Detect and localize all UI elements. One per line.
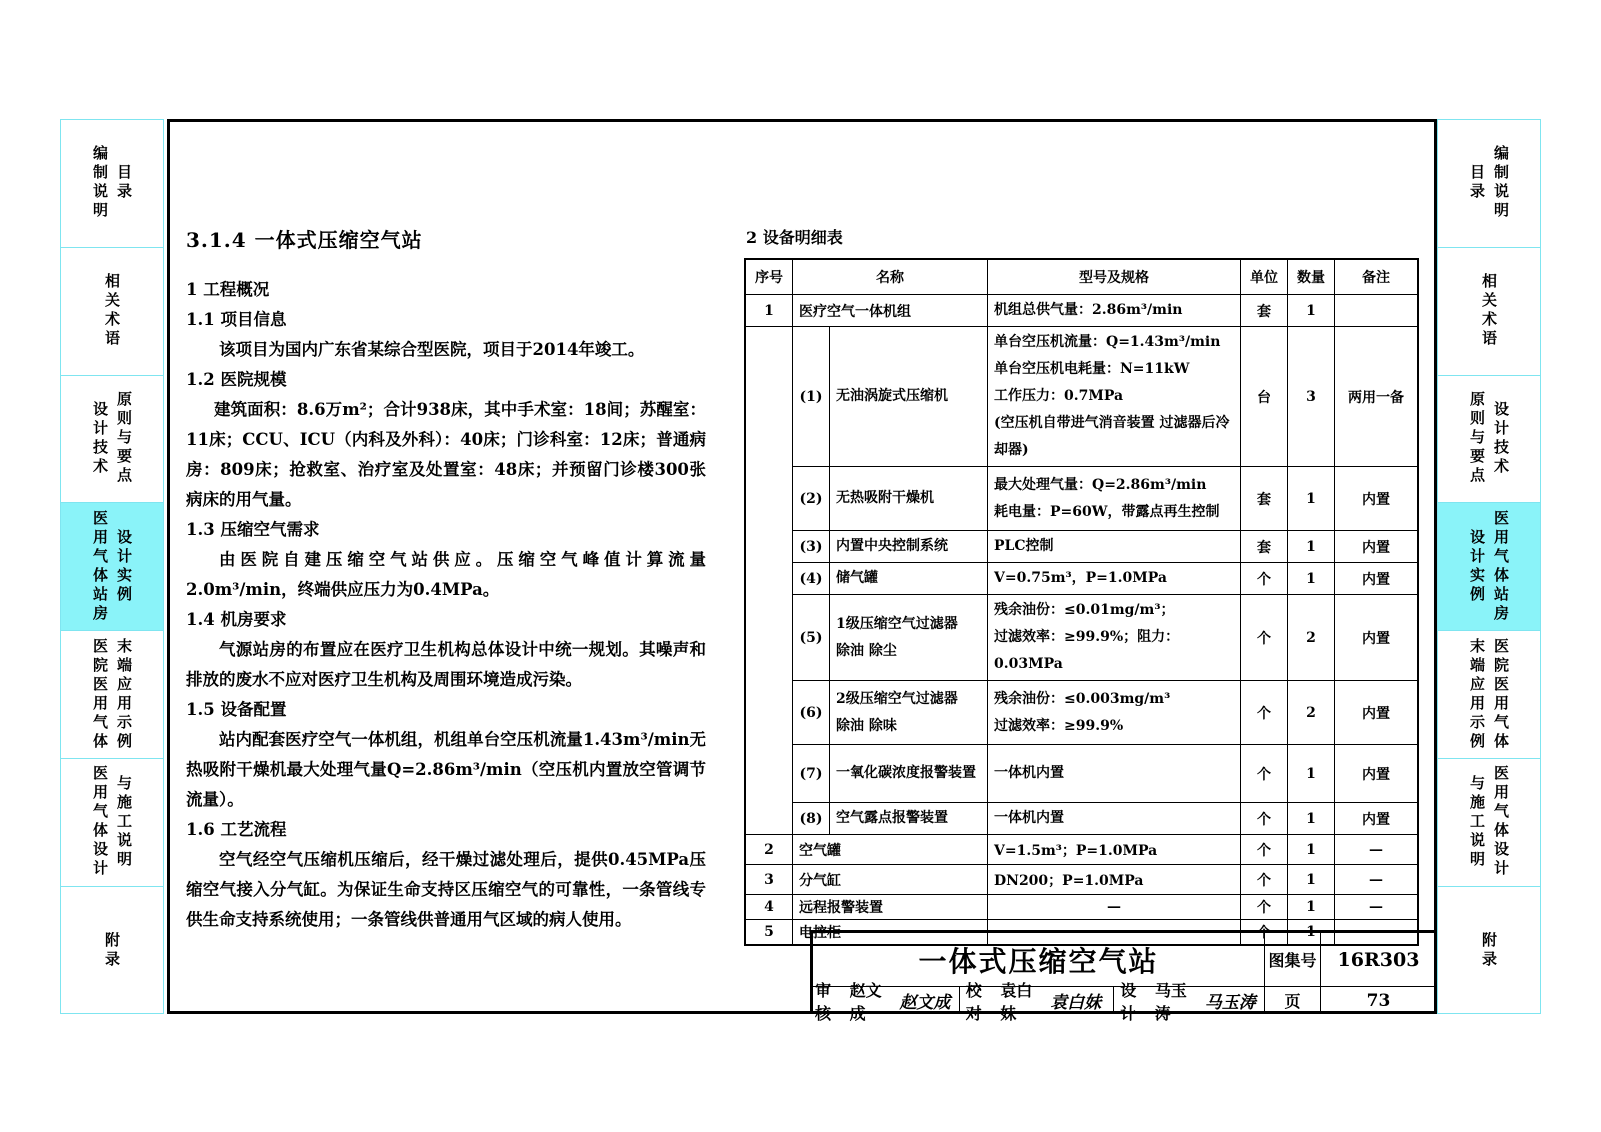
item-spec (988, 563, 1241, 595)
item-note: 两用一备 (1335, 327, 1419, 467)
right-sidebar-tab-7[interactable] (1438, 887, 1540, 1015)
tab-label: 与施工说明 (115, 774, 133, 870)
tab-label: 医用气体站房 (91, 509, 109, 624)
page-label: 页 (1265, 987, 1321, 1014)
table-subrow (745, 745, 1418, 803)
para-1-3: 由医院自建压缩空气站供应。压缩空气峰值计算流量2.0m³/min，终端供应压力为0.4MPa。 (186, 550, 706, 599)
item-unit: 个 (1241, 681, 1288, 745)
heading-1-3: 1.3 压缩空气需求 (186, 520, 320, 539)
left-sidebar-tab-2[interactable] (61, 248, 163, 376)
spec-line: 耗电量：P=60W，带露点再生控制 (994, 503, 1220, 520)
signature-row (813, 980, 1265, 1023)
item-note: 内置 (1335, 467, 1419, 531)
name-line: 除油 除尘 (836, 642, 897, 659)
table-header-row (745, 259, 1418, 295)
reviewer-label: 审核 (815, 980, 832, 1023)
item-spec: — (988, 895, 1241, 920)
heading-1-6: 1.6 工艺流程 (186, 820, 287, 839)
item-spec (988, 531, 1241, 563)
name-line: 除油 除味 (836, 717, 897, 734)
right-sidebar (1437, 119, 1541, 1014)
item-qty: 1 (1288, 865, 1335, 895)
spec-line: 单台空压机电耗量：N=11kW (994, 361, 1190, 377)
col-header-no: 序号 (745, 259, 793, 295)
left-sidebar-tab-6[interactable] (61, 759, 163, 887)
tab-label: 末端应用示例 (115, 637, 133, 752)
item-note: 内置 (1335, 595, 1419, 681)
reviewer-signature: 赵文成 (899, 993, 951, 1013)
left-sidebar-tab-1[interactable] (61, 120, 163, 248)
atlas-number: 16R303 (1321, 933, 1437, 987)
item-note: — (1335, 895, 1419, 920)
item-unit: 个 (1241, 865, 1288, 895)
item-spec: — (988, 920, 1241, 946)
item-note: 内置 (1335, 745, 1419, 803)
tab-label: 医院医用气体 (91, 637, 109, 752)
item-unit: 个 (1241, 745, 1288, 803)
table-caption: 2 设备明细表 (746, 228, 843, 247)
name-line: 无油涡旋式压缩机 (836, 388, 948, 404)
page-number: 73 (1321, 987, 1437, 1014)
spec-line: PLC控制 (994, 538, 1054, 554)
name-line: 空气露点报警装置 (836, 810, 948, 826)
col-header-name: 名称 (793, 259, 988, 295)
item-spec (988, 745, 1241, 803)
tab-label: 医用气体设计 (91, 765, 109, 880)
checker-name: 袁白妹 (1000, 980, 1033, 1023)
item-name (830, 745, 988, 803)
name-line: 无热吸附干燥机 (836, 490, 934, 506)
left-sidebar-tab-3[interactable] (61, 376, 163, 504)
row-number: 5 (745, 920, 793, 946)
heading-1-2: 1.2 医院规模 (186, 370, 287, 389)
designer-label: 设计 (1120, 980, 1137, 1023)
subrow-number: (2) (793, 467, 830, 531)
item-spec (988, 595, 1241, 681)
item-name (830, 467, 988, 531)
left-sidebar-tab-5[interactable] (61, 631, 163, 759)
tab-label: 与施工说明 (1468, 774, 1486, 870)
item-qty: 3 (1288, 327, 1335, 467)
item-unit: 套 (1241, 295, 1288, 327)
subrow-number: (7) (793, 745, 830, 803)
item-name (830, 531, 988, 563)
subrow-number: (3) (793, 531, 830, 563)
row-number: 4 (745, 895, 793, 920)
tab-label: 附录 (1480, 931, 1498, 970)
item-spec: V=1.5m³；P=1.0MPa (988, 835, 1241, 865)
tab-label: 设计实例 (1468, 528, 1486, 605)
item-name (830, 563, 988, 595)
col-header-unit: 单位 (1241, 259, 1288, 295)
designer-name: 马玉涛 (1154, 980, 1187, 1023)
right-sidebar-tab-6[interactable] (1438, 759, 1540, 887)
item-qty: 1 (1288, 745, 1335, 803)
right-sidebar-tab-3[interactable] (1438, 376, 1540, 504)
item-unit: 个 (1241, 595, 1288, 681)
heading-1-4: 1.4 机房要求 (186, 610, 287, 629)
item-qty: 1 (1288, 895, 1335, 920)
spec-line: 过滤效率：≥99.9%；阻力：0.03MPa (994, 629, 1180, 672)
tab-label: 编制说明 (1492, 145, 1510, 222)
tab-label: 编制说明 (91, 145, 109, 222)
item-unit: 个 (1241, 920, 1288, 946)
tab-label: 目录 (115, 164, 133, 203)
spec-line: (空压机自带进气消音装置 过滤器后冷却器) (994, 415, 1230, 458)
left-sidebar-tab-4[interactable] (61, 503, 163, 631)
item-name: 远程报警装置 (793, 895, 988, 920)
item-unit: 个 (1241, 835, 1288, 865)
item-qty: 1 (1288, 835, 1335, 865)
subrow-number: (4) (793, 563, 830, 595)
title-block (810, 930, 1437, 1023)
tab-label: 原则与要点 (115, 391, 133, 487)
item-name: 空气罐 (793, 835, 988, 865)
spec-line: 工作压力：0.7MPa (994, 388, 1124, 404)
item-unit: 个 (1241, 803, 1288, 835)
item-qty: 1 (1288, 563, 1335, 595)
item-spec (988, 467, 1241, 531)
right-sidebar-tab-4[interactable] (1438, 503, 1540, 631)
item-note: — (1335, 920, 1419, 946)
item-name (830, 595, 988, 681)
row-number: 1 (745, 295, 793, 327)
item-qty: 2 (1288, 681, 1335, 745)
section-title: 3.1.4 一体式压缩空气站 (186, 228, 423, 252)
table-subrow (745, 531, 1418, 563)
right-sidebar-tab-5[interactable] (1438, 631, 1540, 759)
heading-overview: 1 工程概况 (186, 280, 270, 299)
item-name: 医疗空气一体机组 (793, 295, 988, 327)
table-subrow (745, 327, 1418, 467)
tab-label: 设计技术 (1492, 400, 1510, 477)
item-qty: 1 (1288, 803, 1335, 835)
item-note: 内置 (1335, 803, 1419, 835)
spec-line: 单台空压机流量：Q=1.43m³/min (994, 334, 1221, 350)
item-qty: 1 (1288, 467, 1335, 531)
para-1-4: 气源站房的布置应在医疗卫生机构总体设计中统一规划。其噪声和排放的废水不应对医疗卫生机构及周围环境造成污染。 (186, 640, 706, 689)
designer-signature: 马玉涛 (1204, 993, 1256, 1013)
subrow-number: (6) (793, 681, 830, 745)
drawing-title: 一体式压缩空气站 (813, 933, 1265, 987)
tab-label: 相关术语 (103, 273, 121, 350)
name-line: 一氧化碳浓度报警装置 (836, 765, 976, 781)
tab-label: 设计实例 (115, 528, 133, 605)
item-note (1335, 295, 1419, 327)
row-number: 2 (745, 835, 793, 865)
tab-label: 附录 (103, 931, 121, 970)
spec-line: V=0.75m³，P=1.0MPa (994, 570, 1167, 586)
spec-line: 残余油份：≤0.01mg/m³； (994, 602, 1175, 618)
name-line: 内置中央控制系统 (836, 538, 948, 554)
item-note: 内置 (1335, 563, 1419, 595)
item-spec (988, 681, 1241, 745)
reviewer-name: 赵文成 (849, 980, 882, 1023)
item-note: 内置 (1335, 531, 1419, 563)
table-subrow (745, 681, 1418, 745)
table-subrow (745, 563, 1418, 595)
item-spec (988, 327, 1241, 467)
spec-line: 一体机内置 (994, 810, 1064, 826)
tab-label: 原则与要点 (1468, 391, 1486, 487)
subrow-number: (8) (793, 803, 830, 835)
item-note: — (1335, 865, 1419, 895)
tab-label: 设计技术 (91, 400, 109, 477)
tab-label: 医用气体设计 (1492, 765, 1510, 880)
merged-index-cell (745, 327, 793, 835)
item-spec: DN200；P=1.0MPa (988, 865, 1241, 895)
equipment-table (744, 258, 1419, 946)
name-line: 2级压缩空气过滤器 (836, 690, 958, 707)
para-1-2: 建筑面积：8.6万m²；合计938床，其中手术室：18间；苏醒室：11床；CCU、ICU（内科及外科）：40床；门诊科室：12床；普通病房：809床；抢救室、治疗室及处置室：48床；并预留门诊楼300张病床的用气量。 (186, 400, 706, 509)
col-header-spec: 型号及规格 (988, 259, 1241, 295)
para-1-6: 空气经空气压缩机压缩后，经干燥过滤处理后，提供0.45MPa压缩空气接入分气缸。为保证生命支持区压缩空气的可靠性，一条管线专供生命支持系统使用；一条管线供普通用气区域的病人使用。 (186, 850, 706, 929)
item-note: — (1335, 835, 1419, 865)
table-row (745, 835, 1418, 865)
tab-label: 末端应用示例 (1468, 637, 1486, 752)
item-name: 电控柜 (793, 920, 988, 946)
checker-label: 校对 (965, 980, 982, 1023)
right-sidebar-tab-1[interactable] (1438, 120, 1540, 248)
item-note: 内置 (1335, 681, 1419, 745)
name-line: 储气罐 (836, 570, 878, 586)
item-spec (988, 295, 1241, 327)
table-subrow (745, 467, 1418, 531)
heading-1-1: 1.1 项目信息 (186, 310, 287, 329)
col-header-qty: 数量 (1288, 259, 1335, 295)
checker-signature: 袁白妹 (1050, 993, 1102, 1013)
col-header-note: 备注 (1335, 259, 1419, 295)
tab-label: 医院医用气体 (1492, 637, 1510, 752)
item-qty: 1 (1288, 531, 1335, 563)
item-unit: 个 (1241, 895, 1288, 920)
project-description (186, 225, 706, 935)
item-qty: 1 (1288, 295, 1335, 327)
item-spec (988, 803, 1241, 835)
table-row (745, 895, 1418, 920)
spec-line: 残余油份：≤0.003mg/m³ (994, 690, 1171, 707)
subrow-number: (5) (793, 595, 830, 681)
item-qty: 2 (1288, 595, 1335, 681)
tab-label: 医用气体站房 (1492, 509, 1510, 624)
spec-line: 最大处理气量：Q=2.86m³/min (994, 476, 1207, 493)
heading-1-5: 1.5 设备配置 (186, 700, 287, 719)
right-sidebar-tab-2[interactable] (1438, 248, 1540, 376)
tab-label: 目录 (1468, 164, 1486, 203)
table-subrow (745, 803, 1418, 835)
item-unit: 台 (1241, 327, 1288, 467)
item-unit: 套 (1241, 467, 1288, 531)
name-line: 1级压缩空气过滤器 (836, 615, 958, 632)
item-unit: 个 (1241, 563, 1288, 595)
item-name (830, 327, 988, 467)
item-name: 分气缸 (793, 865, 988, 895)
table-row (745, 295, 1418, 327)
spec-line: 机组总供气量：2.86m³/min (994, 302, 1183, 318)
item-qty: 1 (1288, 920, 1335, 946)
table-row (745, 865, 1418, 895)
row-number: 3 (745, 865, 793, 895)
left-sidebar (60, 119, 164, 1014)
item-unit: 套 (1241, 531, 1288, 563)
spec-line: 一体机内置 (994, 765, 1064, 781)
para-1-5: 站内配套医疗空气一体机组，机组单台空压机流量1.43m³/min无热吸附干燥机最大处理气量Q=2.86m³/min（空压机内置放空管调节流量）。 (186, 730, 706, 809)
left-sidebar-tab-7[interactable] (61, 887, 163, 1015)
subrow-number: (1) (793, 327, 830, 467)
para-1-1: 该项目为国内广东省某综合型医院，项目于2014年竣工。 (219, 340, 645, 359)
table-subrow (745, 595, 1418, 681)
item-name (830, 681, 988, 745)
atlas-label: 图集号 (1265, 933, 1321, 987)
tab-label: 相关术语 (1480, 273, 1498, 350)
item-name (830, 803, 988, 835)
spec-line: 过滤效率：≥99.9% (994, 717, 1124, 734)
